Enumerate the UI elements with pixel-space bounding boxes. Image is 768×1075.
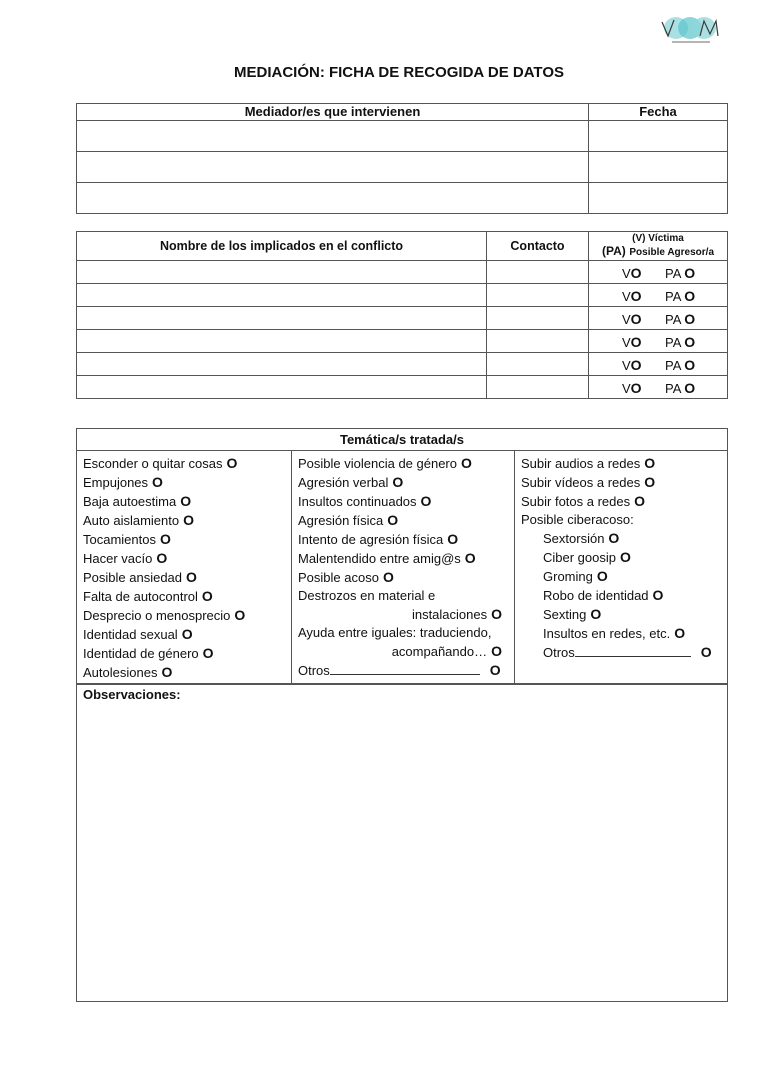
victim-circle: O bbox=[630, 357, 642, 373]
topic-label: Hacer vacío bbox=[83, 551, 153, 566]
topic-label: Posible violencia de género bbox=[298, 456, 457, 471]
topic-label: Subir fotos a redes bbox=[521, 494, 631, 509]
aggressor-option[interactable] bbox=[665, 380, 695, 396]
topic-circle: O bbox=[674, 625, 686, 641]
topic-option[interactable] bbox=[521, 548, 721, 567]
topic-label: Esconder o quitar cosas bbox=[83, 456, 223, 471]
involved-name-cell[interactable] bbox=[77, 353, 487, 376]
mediators-table bbox=[76, 103, 728, 214]
role-cell bbox=[589, 284, 728, 307]
involved-name-cell[interactable] bbox=[77, 307, 487, 330]
observations-label: Observaciones: bbox=[83, 687, 181, 702]
topic-option[interactable] bbox=[521, 492, 721, 511]
topic-option[interactable] bbox=[521, 567, 721, 586]
mediator-cell[interactable] bbox=[77, 152, 589, 183]
aggressor-circle: O bbox=[684, 311, 696, 327]
aggressor-label: PA bbox=[665, 312, 681, 327]
topic-option[interactable] bbox=[298, 454, 508, 473]
topic-circle: O bbox=[596, 568, 608, 584]
topic-label: Ciber goosip bbox=[543, 550, 616, 565]
role-header bbox=[589, 232, 728, 261]
otros-blank-line[interactable] bbox=[330, 663, 480, 675]
aggressor-option[interactable] bbox=[665, 265, 695, 281]
topic-circle: O bbox=[608, 530, 620, 546]
topic-label: Groming bbox=[543, 569, 593, 584]
victim-option[interactable] bbox=[622, 288, 642, 304]
involved-contact-cell[interactable] bbox=[487, 284, 589, 307]
topic-circle: O bbox=[620, 549, 631, 565]
topic-circle: O bbox=[180, 493, 192, 509]
victim-circle: O bbox=[630, 311, 642, 327]
topic-circle: O bbox=[447, 531, 459, 547]
topic-option[interactable] bbox=[83, 454, 285, 473]
role-cell bbox=[589, 376, 728, 399]
otros-circle: O bbox=[700, 644, 712, 660]
aggressor-label: PA bbox=[665, 266, 681, 281]
topic-label: Posible ansiedad bbox=[83, 570, 183, 585]
aggressor-option[interactable] bbox=[665, 288, 695, 304]
topic-circle: O bbox=[392, 474, 404, 490]
topic-circle: O bbox=[464, 550, 476, 566]
topics-header: Temática/s tratada/s bbox=[77, 429, 728, 451]
victim-circle: O bbox=[630, 380, 642, 396]
date-header: Fecha bbox=[589, 104, 728, 121]
victim-circle: O bbox=[630, 334, 642, 350]
topic-label: Destrozos en material e bbox=[298, 588, 436, 603]
topic-label: Malentendido entre amig@s bbox=[298, 551, 461, 566]
topic-circle: O bbox=[382, 569, 394, 585]
topic-label: Identidad sexual bbox=[83, 627, 178, 642]
aggressor-label: PA bbox=[665, 381, 681, 396]
topic-option[interactable] bbox=[521, 529, 721, 548]
topic-option[interactable] bbox=[83, 606, 285, 625]
school-logo-icon bbox=[654, 12, 726, 48]
topics-column-2 bbox=[292, 451, 515, 685]
topic-option[interactable] bbox=[83, 587, 285, 606]
aggressor-circle: O bbox=[684, 380, 696, 396]
topic-label: instalaciones bbox=[411, 607, 488, 622]
topic-label: Autolesiones bbox=[83, 665, 158, 680]
topic-label: Insultos en redes, etc. bbox=[543, 626, 671, 641]
topic-option[interactable] bbox=[298, 530, 508, 549]
aggressor-option[interactable] bbox=[665, 357, 695, 373]
topic-label: acompañando… bbox=[391, 644, 488, 659]
topic-option[interactable] bbox=[521, 586, 721, 605]
topic-label: Sexting bbox=[543, 607, 587, 622]
topic-circle: O bbox=[491, 643, 502, 659]
otros-circle: O bbox=[489, 662, 501, 678]
victim-label: V bbox=[622, 358, 631, 373]
mediator-cell[interactable] bbox=[77, 183, 589, 214]
involved-name-cell[interactable] bbox=[77, 284, 487, 307]
role-header-rest: Posible Agresor/a bbox=[629, 247, 715, 258]
topic-circle: O bbox=[152, 474, 163, 490]
victim-option[interactable] bbox=[622, 265, 642, 281]
topic-option[interactable] bbox=[298, 549, 508, 568]
topic-option[interactable] bbox=[83, 663, 285, 682]
topic-option[interactable] bbox=[298, 642, 508, 661]
involved-contact-cell[interactable] bbox=[487, 353, 589, 376]
topic-circle: O bbox=[652, 587, 664, 603]
otros-label: Otros bbox=[543, 645, 575, 660]
victim-label: V bbox=[622, 312, 631, 327]
topic-option[interactable] bbox=[83, 530, 285, 549]
topic-option[interactable] bbox=[298, 624, 508, 642]
table-row bbox=[77, 261, 728, 284]
topic-circle: O bbox=[186, 569, 197, 585]
topic-option[interactable] bbox=[83, 549, 285, 568]
aggressor-label: PA bbox=[665, 289, 681, 304]
topic-circle: O bbox=[234, 607, 246, 623]
topic-circle: O bbox=[201, 588, 213, 604]
topic-circle: O bbox=[634, 493, 646, 509]
mediators-header: Mediador/es que intervienen bbox=[77, 104, 589, 121]
form-title: MEDIACIÓN: FICHA DE RECOGIDA DE DATOS bbox=[233, 64, 564, 81]
otros-blank-line[interactable] bbox=[575, 645, 691, 657]
topic-option[interactable] bbox=[521, 473, 721, 492]
topic-label: Insultos continuados bbox=[298, 494, 417, 509]
aggressor-circle: O bbox=[684, 334, 696, 350]
topics-column-1 bbox=[77, 451, 292, 685]
table-row bbox=[77, 307, 728, 330]
involved-table bbox=[76, 231, 728, 399]
topic-option[interactable] bbox=[521, 624, 721, 643]
topic-circle: O bbox=[491, 606, 502, 622]
date-cell[interactable] bbox=[589, 183, 728, 214]
aggressor-circle: O bbox=[684, 288, 696, 304]
topic-circle: O bbox=[420, 493, 432, 509]
topic-label: Subir audios a redes bbox=[521, 456, 641, 471]
victim-label: V bbox=[622, 381, 631, 396]
aggressor-label: PA bbox=[665, 358, 681, 373]
topic-label: Agresión física bbox=[298, 513, 384, 528]
aggressor-circle: O bbox=[684, 265, 696, 281]
involved-contact-cell[interactable] bbox=[487, 261, 589, 284]
topic-label: Falta de autocontrol bbox=[83, 589, 198, 604]
observations-box[interactable] bbox=[76, 683, 728, 1002]
topic-option[interactable] bbox=[521, 454, 721, 473]
topic-option[interactable] bbox=[298, 605, 508, 624]
victim-label: V bbox=[622, 266, 631, 281]
topic-option[interactable] bbox=[83, 492, 285, 511]
otros-label: Otros bbox=[298, 663, 330, 678]
topic-option[interactable] bbox=[298, 511, 508, 530]
table-row bbox=[77, 376, 728, 399]
topic-circle: O bbox=[644, 455, 656, 471]
topic-option[interactable] bbox=[521, 511, 721, 529]
topic-circle: O bbox=[181, 626, 193, 642]
topic-circle: O bbox=[161, 664, 173, 680]
involved-name-cell[interactable] bbox=[77, 261, 487, 284]
victim-label: V bbox=[622, 335, 631, 350]
topics-table bbox=[76, 428, 728, 685]
topic-circle: O bbox=[156, 550, 168, 566]
involved-contact-cell[interactable] bbox=[487, 376, 589, 399]
topic-option[interactable] bbox=[298, 473, 508, 492]
topic-option[interactable] bbox=[521, 605, 721, 624]
topic-circle: O bbox=[461, 455, 472, 471]
date-cell[interactable] bbox=[589, 152, 728, 183]
topic-option[interactable] bbox=[83, 644, 285, 663]
aggressor-circle: O bbox=[684, 357, 696, 373]
role-cell bbox=[589, 307, 728, 330]
role-cell bbox=[589, 330, 728, 353]
topic-label: Auto aislamiento bbox=[83, 513, 180, 528]
topic-circle: O bbox=[387, 512, 399, 528]
topic-label: Empujones bbox=[83, 475, 149, 490]
otros-option[interactable] bbox=[521, 643, 721, 662]
topic-label: Desprecio o menosprecio bbox=[83, 608, 231, 623]
topic-label: Tocamientos bbox=[83, 532, 156, 547]
topic-circle: O bbox=[644, 474, 656, 490]
topic-label: Subir vídeos a redes bbox=[521, 475, 641, 490]
role-header-line1: (V) Víctima bbox=[632, 233, 684, 244]
topic-option[interactable] bbox=[83, 473, 285, 492]
aggressor-option[interactable] bbox=[665, 311, 695, 327]
victim-circle: O bbox=[630, 288, 642, 304]
topic-label: Posible acoso bbox=[298, 570, 379, 585]
topic-option[interactable] bbox=[298, 568, 508, 587]
topic-label: Robo de identidad bbox=[543, 588, 649, 603]
topic-option[interactable] bbox=[298, 587, 508, 605]
table-row bbox=[77, 330, 728, 353]
victim-option[interactable] bbox=[622, 311, 642, 327]
topic-circle: O bbox=[590, 606, 602, 622]
topic-circle: O bbox=[159, 531, 171, 547]
involved-contact-cell[interactable] bbox=[487, 307, 589, 330]
aggressor-option[interactable] bbox=[665, 334, 695, 350]
otros-option[interactable] bbox=[298, 661, 508, 680]
topic-label: Baja autoestima bbox=[83, 494, 177, 509]
involved-name-cell[interactable] bbox=[77, 330, 487, 353]
aggressor-label: PA bbox=[665, 335, 681, 350]
date-cell[interactable] bbox=[589, 121, 728, 152]
topic-label: Ayuda entre iguales: traduciendo, bbox=[298, 625, 492, 640]
topic-label: Identidad de género bbox=[83, 646, 199, 661]
table-row bbox=[77, 353, 728, 376]
role-cell bbox=[589, 261, 728, 284]
topic-option[interactable] bbox=[298, 492, 508, 511]
victim-label: V bbox=[622, 289, 631, 304]
topic-circle: O bbox=[226, 455, 238, 471]
mediator-cell[interactable] bbox=[77, 121, 589, 152]
victim-circle: O bbox=[630, 265, 642, 281]
role-cell bbox=[589, 353, 728, 376]
topic-option[interactable] bbox=[83, 625, 285, 644]
involved-name-cell[interactable] bbox=[77, 376, 487, 399]
topic-label: Intento de agresión física bbox=[298, 532, 444, 547]
topic-circle: O bbox=[183, 512, 195, 528]
victim-option[interactable] bbox=[622, 357, 642, 373]
topic-circle: O bbox=[202, 645, 214, 661]
involved-contact-cell[interactable] bbox=[487, 330, 589, 353]
topic-label: Agresión verbal bbox=[298, 475, 389, 490]
table-row bbox=[77, 284, 728, 307]
topics-column-3 bbox=[515, 451, 728, 685]
contact-header: Contacto bbox=[487, 232, 589, 261]
topic-label: Sextorsión bbox=[543, 531, 605, 546]
topic-label: Posible ciberacoso: bbox=[521, 512, 634, 527]
topic-option[interactable] bbox=[83, 511, 285, 530]
victim-option[interactable] bbox=[622, 334, 642, 350]
name-header: Nombre de los implicados en el conflicto bbox=[77, 232, 487, 261]
victim-option[interactable] bbox=[622, 380, 642, 396]
role-header-prefix: (PA) bbox=[601, 244, 626, 258]
topic-option[interactable] bbox=[83, 568, 285, 587]
